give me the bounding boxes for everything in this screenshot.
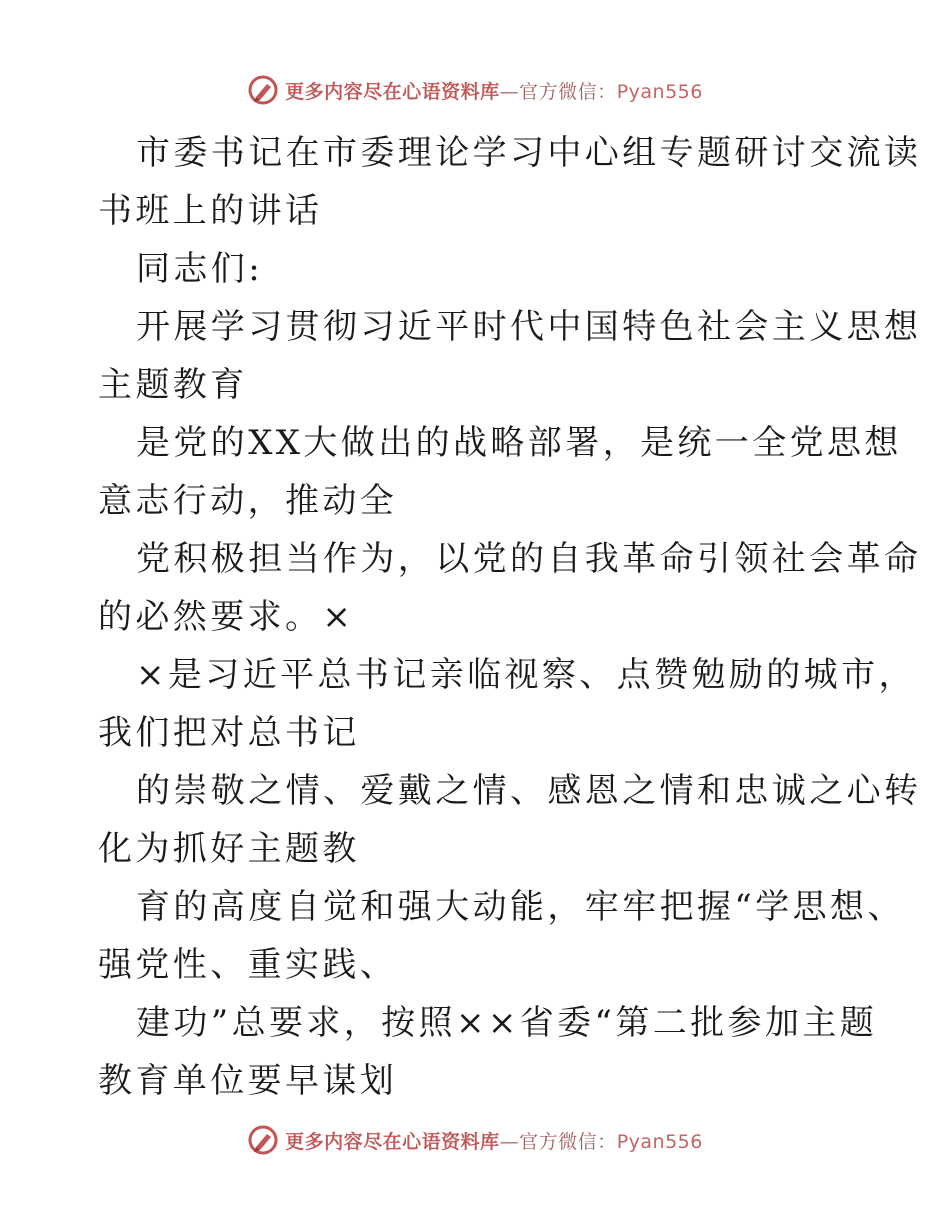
paragraph-line: 主题教育 <box>98 365 248 405</box>
document-body <box>98 124 922 1110</box>
banner-sub-text: 官方微信： <box>519 1130 617 1153</box>
paragraph-line: 育的高度自觉和强大动能，牢牢把握“学思想、 <box>136 887 905 927</box>
paragraph-line: 的必然要求。× <box>98 597 355 637</box>
paragraph-line: 我们把对总书记 <box>98 713 360 753</box>
banner-sub-text: 官方微信： <box>519 80 617 103</box>
banner-wechat-id: Pyan556 <box>616 80 703 103</box>
paragraph-line: 党积极担当作为，以党的自我革命引领社会革命 <box>136 539 922 579</box>
banner-wechat-id: Pyan556 <box>616 1130 703 1153</box>
banner-text <box>285 1127 703 1154</box>
banner-text <box>285 77 703 104</box>
paragraph-line: 是党的XX大做出的战略部署，是统一全党思想 <box>136 423 902 463</box>
banner-main-text: 更多内容尽在心语资料库 <box>285 80 500 103</box>
header-banner <box>0 70 950 110</box>
title-line-1: 市委书记在市委理论学习中心组专题研讨交流读 <box>136 133 922 173</box>
paragraph-line: 化为抓好主题教 <box>98 829 360 869</box>
paragraph-line: ×是习近平总书记亲临视察、点赞勉励的城市， <box>136 655 916 695</box>
paragraph-line: 建功”总要求，按照××省委“第二批参加主题 <box>136 1003 878 1043</box>
paragraph-line: 强党性、重实践、 <box>98 945 398 985</box>
paragraph-line: 教育单位要早谋划 <box>98 1061 398 1101</box>
banner-content <box>247 74 703 106</box>
banner-content <box>247 1124 703 1156</box>
paragraph-line: 的崇敬之情、爱戴之情、感恩之情和忠诚之心转 <box>136 771 922 811</box>
salutation: 同志们: <box>136 249 264 289</box>
title-line-2: 书班上的讲话 <box>98 191 323 231</box>
pen-circle-icon <box>247 1124 279 1156</box>
footer-banner <box>0 1120 950 1160</box>
banner-separator: — <box>499 1130 520 1153</box>
banner-separator: — <box>499 80 520 103</box>
paragraph-line: 开展学习贯彻习近平时代中国特色社会主义思想 <box>136 307 922 347</box>
pen-circle-icon <box>247 74 279 106</box>
banner-main-text: 更多内容尽在心语资料库 <box>285 1130 500 1153</box>
paragraph-line: 意志行动，推动全 <box>98 481 398 521</box>
